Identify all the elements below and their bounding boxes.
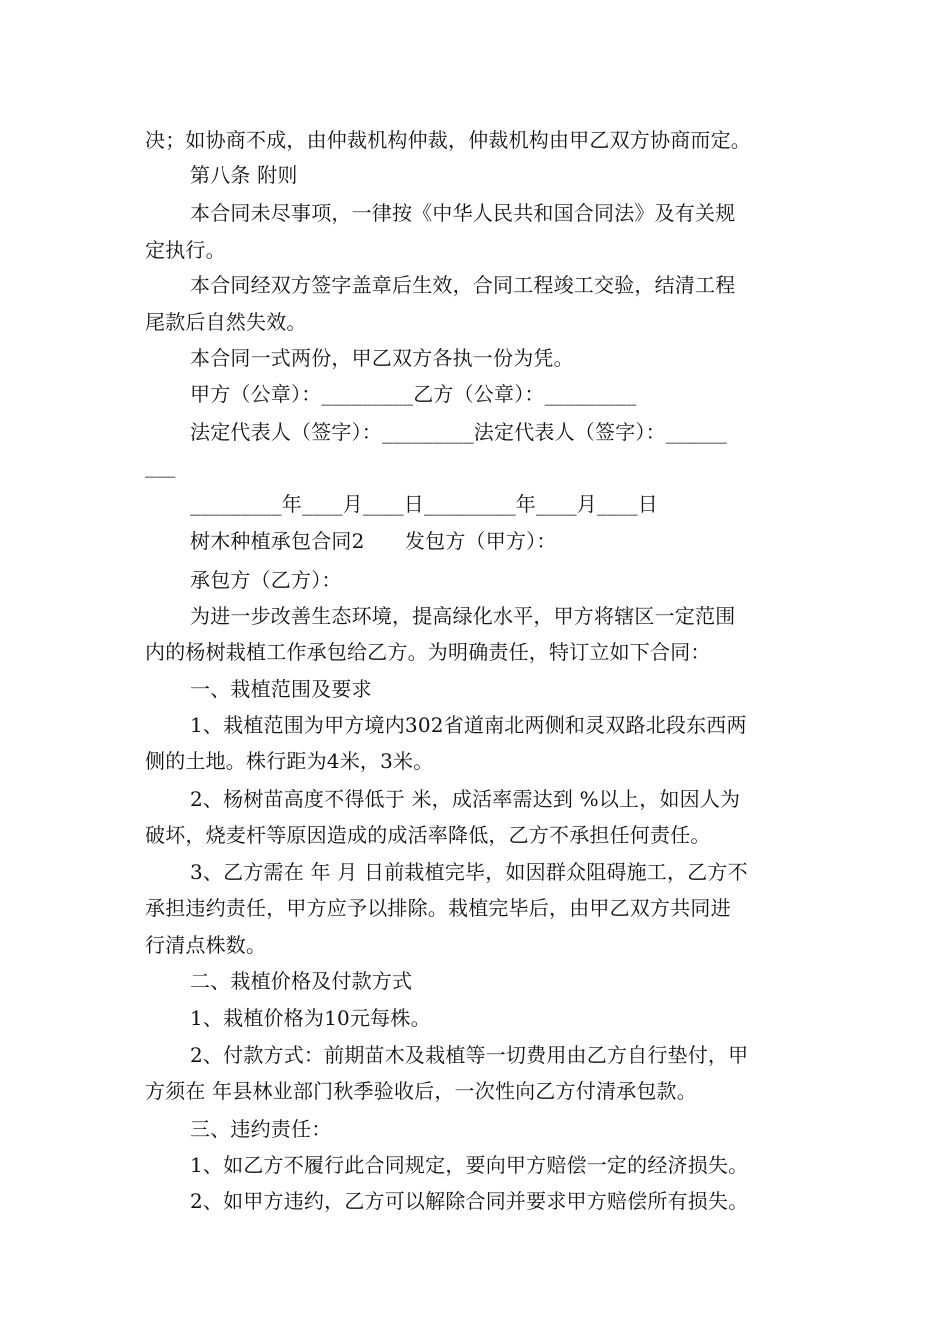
text-line: 承担违约责任，甲方应予以排除。栽植完毕后，由甲乙双方共同进 <box>145 896 731 920</box>
text-line: 定执行。 <box>145 238 226 262</box>
text-line: 为进一步改善生态环境，提高绿化水平，甲方将辖区一定范围 <box>190 604 736 628</box>
text-line: 承包方（乙方）： <box>190 568 342 592</box>
text-line: 方须在 年县林业部门秋季验收后，一次性向乙方付清承包款。 <box>145 1079 697 1103</box>
text-line: 本合同一式两份，甲乙双方各执一份为凭。 <box>190 346 574 370</box>
text-line: 本合同经双方签字盖章后生效，合同工程竣工交验，结清工程 <box>190 273 736 297</box>
signature-line: 法定代表人（签字）：_________法定代表人（签字）：______ <box>190 420 727 444</box>
text-line: 3、乙方需在 年 月 日前栽植完毕，如因群众阻碍施工，乙方不 <box>190 860 748 884</box>
text-line: 侧的土地。株行距为4米，3米。 <box>145 749 434 773</box>
text-line: 2、付款方式：前期苗木及栽植等一切费用由乙方自行垫付，甲 <box>190 1043 749 1067</box>
section-heading: 一、栽植范围及要求 <box>190 677 372 701</box>
signature-line: 甲方（公章）：_________乙方（公章）：_________ <box>190 382 637 406</box>
section-heading: 三、违约责任： <box>190 1117 332 1141</box>
text-line: 决；如协商不成，由仲裁机构仲裁，仲裁机构由甲乙双方协商而定。 <box>145 128 751 152</box>
signature-line: ___ <box>145 454 176 478</box>
text-line: 行清点株数。 <box>145 933 267 957</box>
text-line: 本合同未尽事项，一律按《中华人民共和国合同法》及有关规 <box>190 201 736 225</box>
text-line: 破坏，烧麦杆等原因造成的成活率降低，乙方不承担任何责任。 <box>145 823 711 847</box>
section-heading: 第八条 附则 <box>190 163 298 187</box>
contract-title: 树木种植承包合同2 发包方（甲方）： <box>190 529 557 553</box>
date-line: _________年____月____日_________年____月____日 <box>190 492 658 516</box>
text-line: 1、栽植价格为10元每株。 <box>190 1006 431 1030</box>
text-line: 尾款后自然失效。 <box>145 310 307 334</box>
section-heading: 二、栽植价格及付款方式 <box>190 969 413 993</box>
text-line: 内的杨树栽植工作承包给乙方。为明确责任，特订立如下合同： <box>145 640 711 664</box>
text-line: 1、如乙方不履行此合同规定，要向甲方赔偿一定的经济损失。 <box>190 1153 749 1177</box>
text-line: 1、栽植范围为甲方境内302省道南北两侧和灵双路北段东西两 <box>190 713 747 737</box>
text-line: 2、如甲方违约，乙方可以解除合同并要求甲方赔偿所有损失。 <box>190 1189 749 1213</box>
text-line: 2、杨树苗高度不得低于 米，成活率需达到 %以上，如因人为 <box>190 787 741 811</box>
